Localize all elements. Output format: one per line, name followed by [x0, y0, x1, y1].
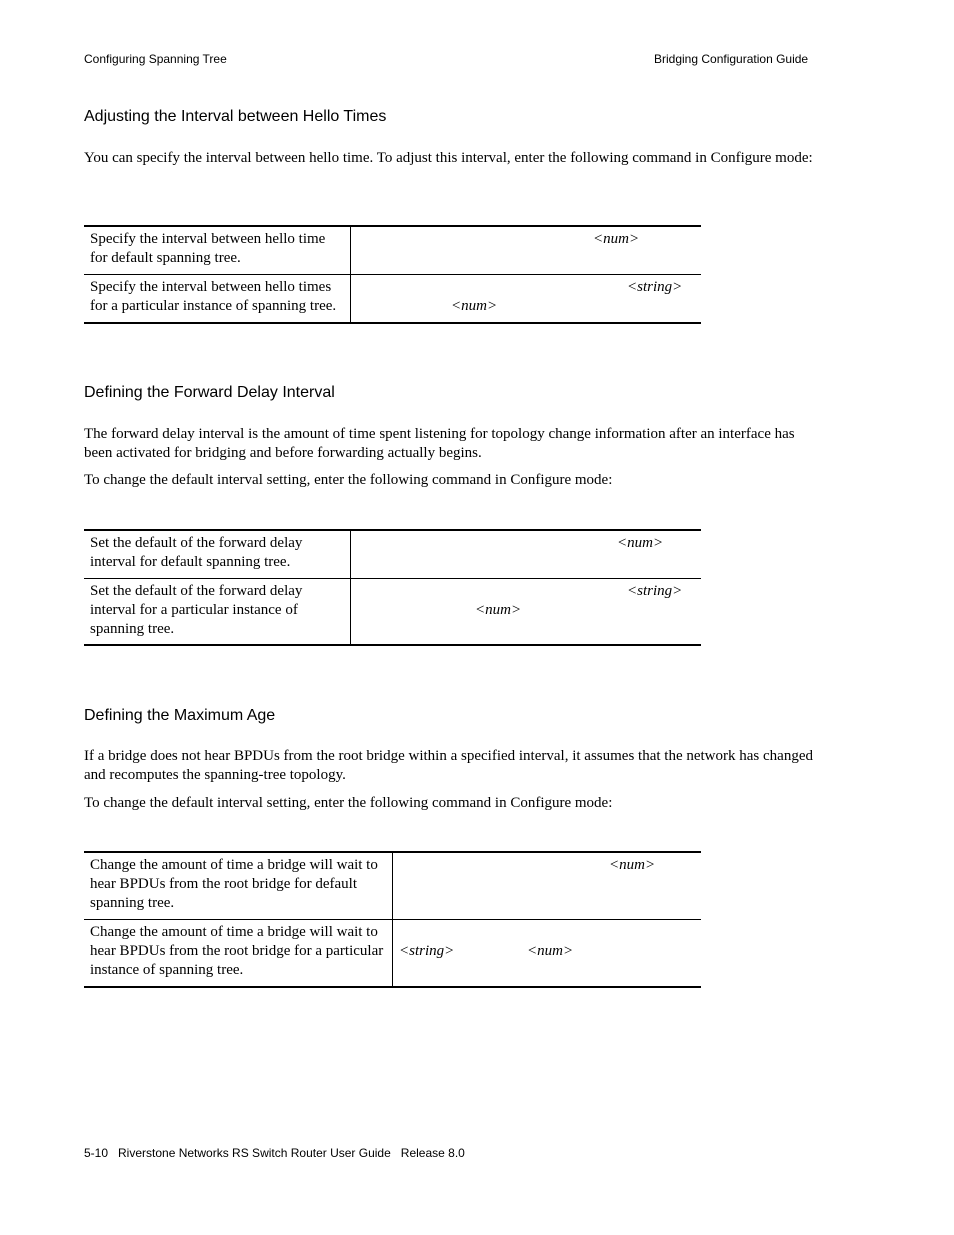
command-argument: <num> [617, 535, 664, 551]
table-row [84, 920, 701, 988]
command-argument: <num> [451, 298, 498, 314]
command-syntax-cell [351, 275, 702, 324]
section-paragraph: To change the default interval setting, enter the following command in Configure mode: [84, 795, 613, 811]
command-syntax-cell [351, 530, 702, 579]
command-syntax-cell [393, 852, 702, 920]
command-table-hello-times [84, 225, 701, 324]
table-row [84, 530, 701, 579]
section-paragraph: If a bridge does not hear BPDUs from the root bridge within a specified interval, it assumes that the network has changed and recomputes the spanning-tree topology. [84, 748, 813, 783]
command-description: Set the default of the forward delay interval for a particular instance of spanning tree. [84, 579, 351, 646]
command-argument: <num> [609, 857, 656, 873]
running-header-right: Bridging Configuration Guide [654, 52, 809, 66]
command-table-forward-delay [84, 529, 701, 646]
command-argument: <num> [475, 602, 522, 618]
section-paragraph: To change the default interval setting, enter the following command in Configure mode: [84, 472, 613, 488]
section-heading-forward-delay: Defining the Forward Delay Interval [84, 384, 335, 401]
command-table-maximum-age [84, 851, 701, 988]
command-argument: <string> [399, 943, 455, 959]
table-row [84, 852, 701, 920]
command-description: Specify the interval between hello times for a particular instance of spanning tree. [84, 275, 351, 324]
table-row [84, 579, 701, 646]
page-footer: 5-10 Riverstone Networks RS Switch Router User Guide Release 8.0 [84, 1146, 465, 1160]
section-paragraph: The forward delay interval is the amount of time spent listening for topology change information after an interface has been activated for bridging and before forwarding actually begins. [84, 426, 795, 461]
command-argument: <string> [627, 583, 683, 599]
command-description: Specify the interval between hello time for default spanning tree. [84, 226, 351, 275]
running-header-left: Configuring Spanning Tree [84, 52, 227, 66]
command-argument: <string> [627, 279, 683, 295]
command-description: Change the amount of time a bridge will wait to hear BPDUs from the root bridge for a particular instance of spanning tree. [84, 920, 393, 988]
section-heading-hello-times: Adjusting the Interval between Hello Times [84, 108, 387, 125]
command-description: Change the amount of time a bridge will wait to hear BPDUs from the root bridge for default spanning tree. [84, 852, 393, 920]
command-syntax-cell [351, 226, 702, 275]
command-syntax-cell [351, 579, 702, 646]
command-description: Set the default of the forward delay interval for default spanning tree. [84, 530, 351, 579]
section-heading-maximum-age: Defining the Maximum Age [84, 707, 276, 724]
command-syntax-cell [393, 920, 702, 988]
table-row [84, 275, 701, 324]
section-paragraph: You can specify the interval between hello time. To adjust this interval, enter the following command in Configure mode: [84, 150, 813, 166]
command-argument: <num> [593, 231, 640, 247]
command-argument: <num> [527, 943, 574, 959]
table-row [84, 226, 701, 275]
